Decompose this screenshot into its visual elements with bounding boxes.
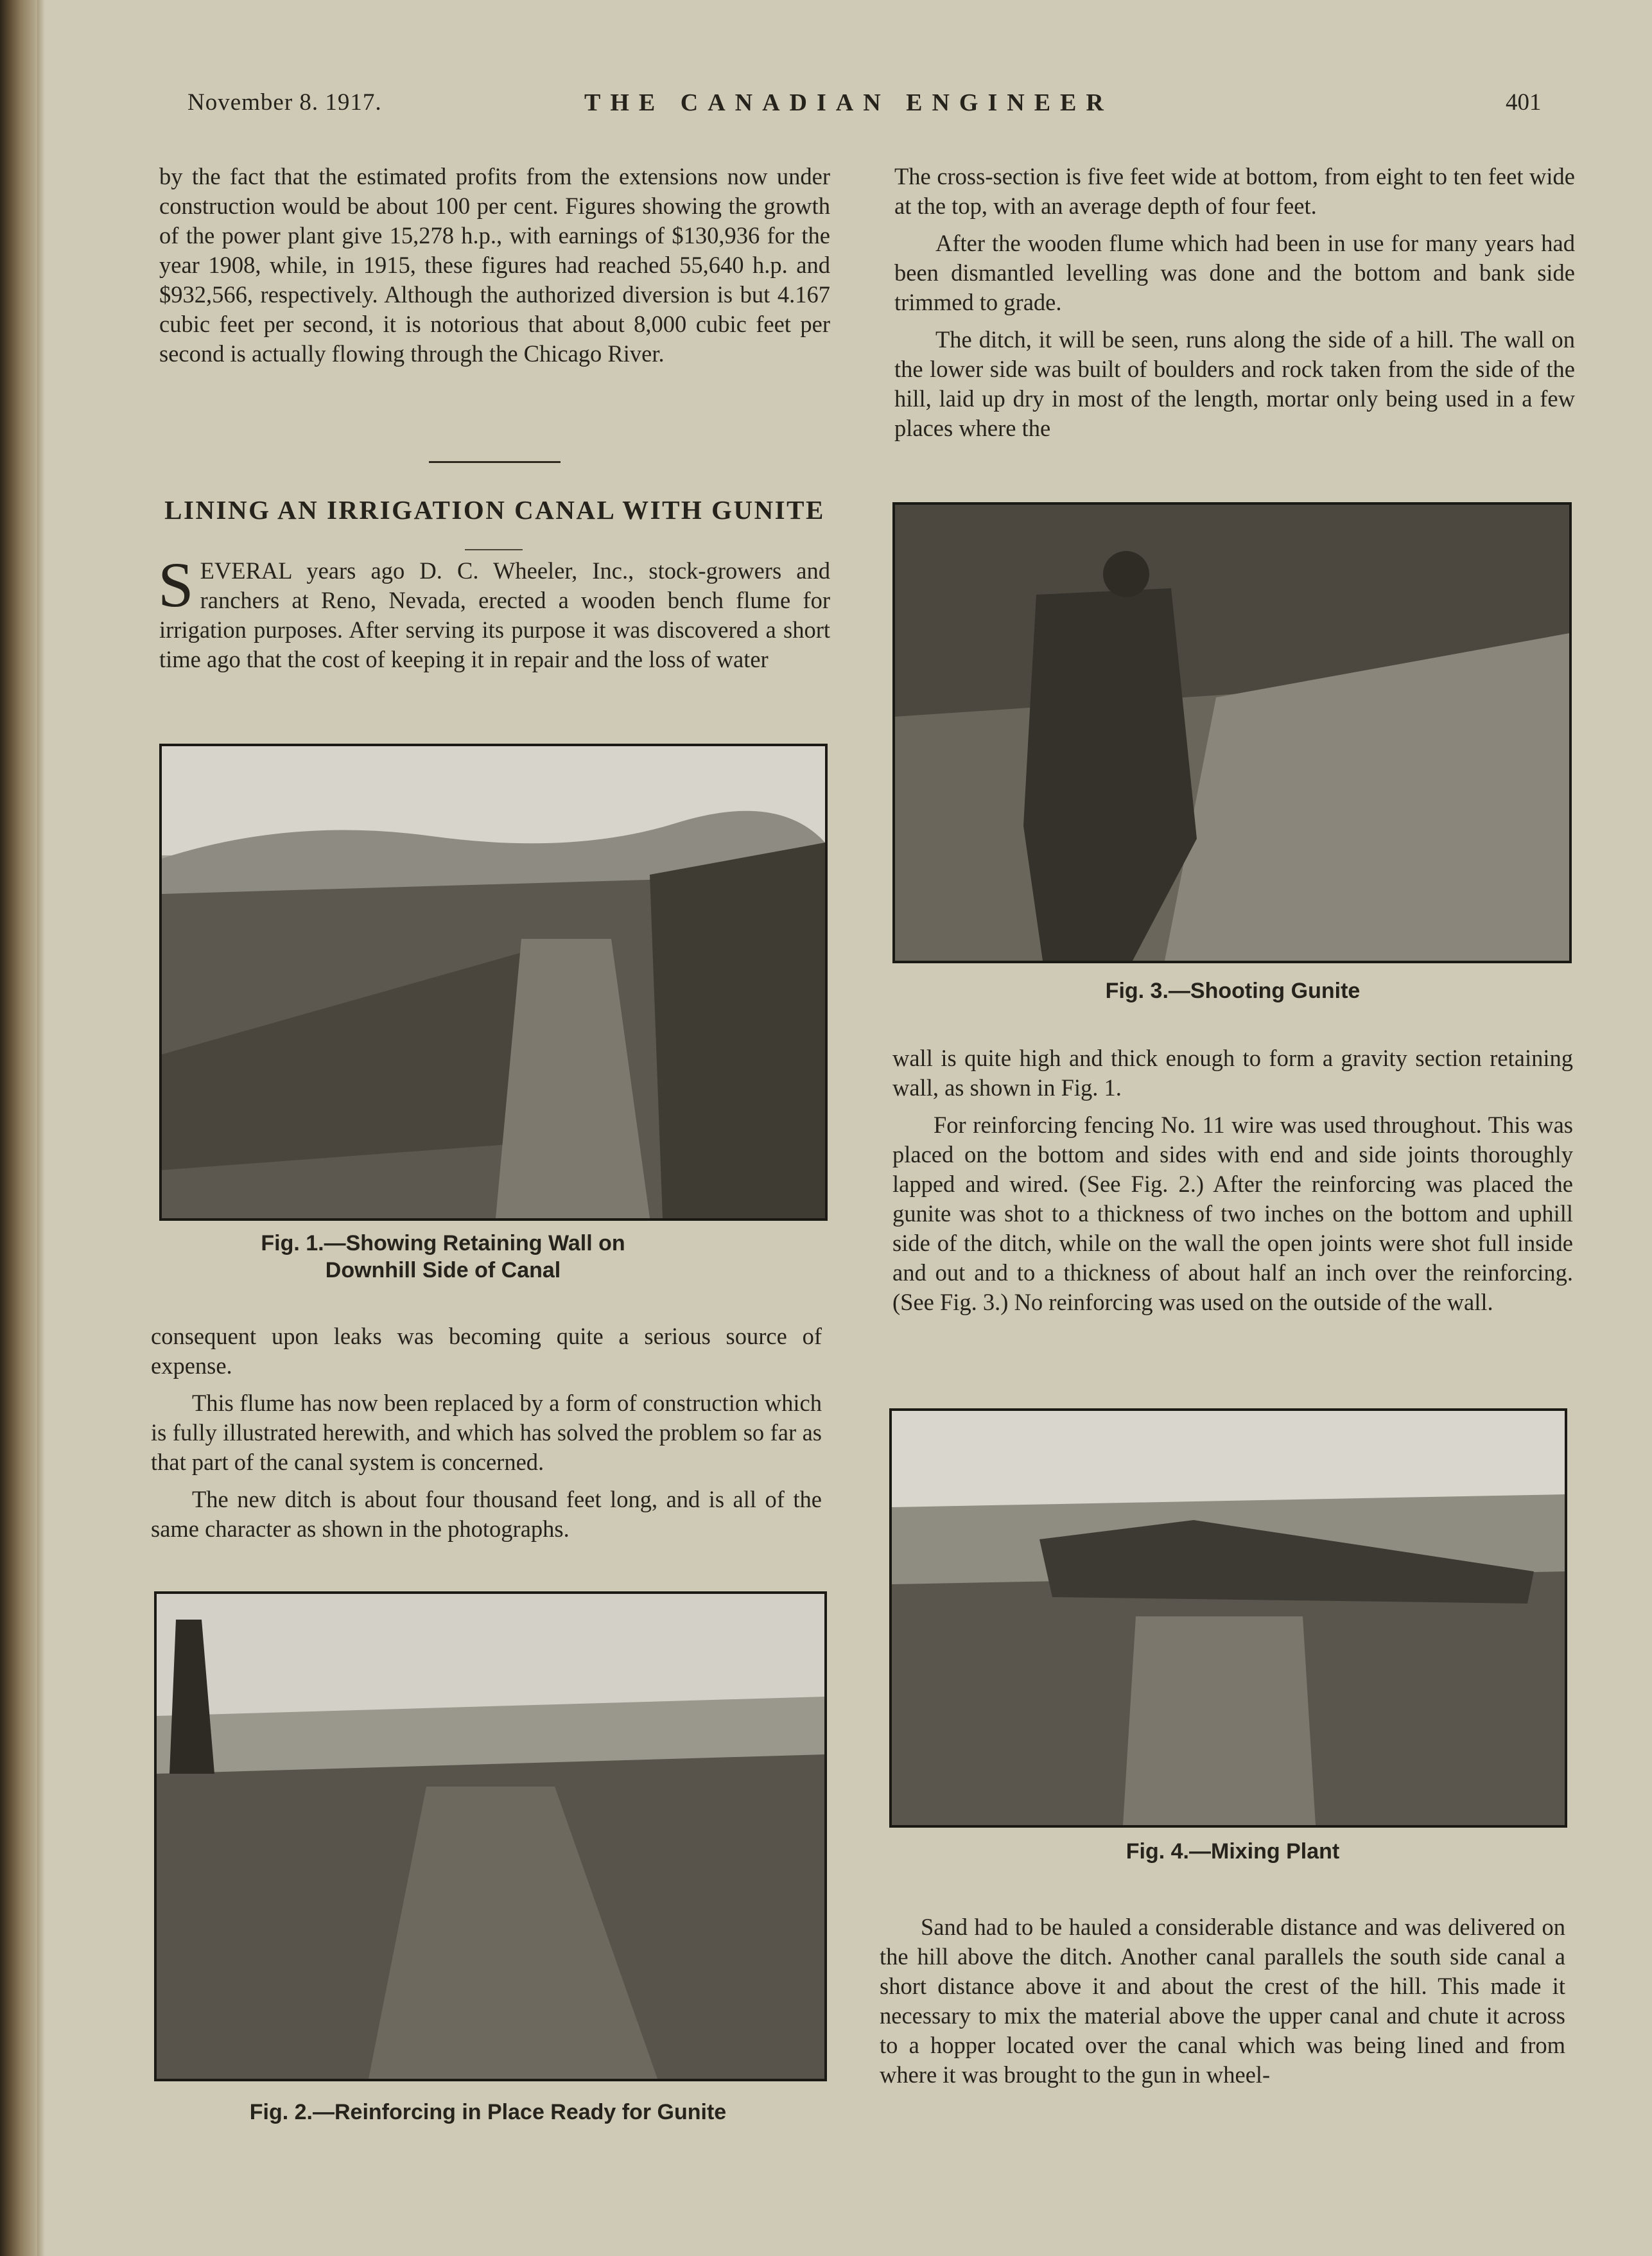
article-heading: LINING AN IRRIGATION CANAL WITH GUNITE — [164, 495, 825, 525]
book-binding-shadow — [0, 0, 37, 2256]
page-edge — [37, 0, 45, 2256]
fig4-caption: Fig. 4.—Mixing Plant — [1126, 1839, 1340, 1864]
right-bottom-text — [880, 1912, 1565, 2090]
continued-paragraph: by the fact that the estimated profits from the extensions now under construction would be about 100 per cent. Figures showing the growth of the power plant give 15,278 h.p., with earnings of $130,936 for the year 1908, while, in 1915, these figures had reached 55,640 h.p. and $932,566, respectively. Although the authorized diversion is but 4.167 cubic feet per second, it is notorious that about 8,000 cubic feet per second is actually flowing through the Chicago River. — [159, 163, 830, 367]
para-serious-expense: consequent upon leaks was becoming quite a serious source of expense. — [151, 1323, 822, 1379]
intro-text: EVERAL years ago D. C. Wheeler, Inc., stock-growers and ranchers at Reno, Nevada, erected a wooden bench flume for irrigation purposes. After serving its purpose it was discovered a short time ago that the cost of keeping it in repair and the loss of water — [159, 557, 830, 672]
right-top-text — [894, 162, 1575, 443]
para-new-ditch: The new ditch is about four thousand feet long, and is all of the same character as shown in the photographs. — [151, 1486, 822, 1542]
page-number: 401 — [1506, 89, 1542, 116]
right-middle-text — [892, 1044, 1573, 1317]
journal-title: THE CANADIAN ENGINEER — [584, 89, 1113, 116]
para-sand: Sand had to be hauled a considerable distance and was delivered on the hill above the ditch. Another canal parallels the south side canal a short distance above it and about the crest of the hill. This made it necessary to mix the material above the upper canal and chute it across to a hopper located over the canal which was being lined and from where it was brought to the gun in wheel- — [880, 1914, 1565, 2088]
para-wooden-flume: After the wooden flume which had been in use for many years had been dismantled levelling was done and the bottom and bank side trimmed to grade. — [894, 230, 1575, 315]
fig1-photo — [159, 744, 828, 1221]
para-hill: The ditch, it will be seen, runs along the side of a hill. The wall on the lower side was built of boulders and rock taken from the side of the hill, laid up dry in most of the length, mortar only being used in a few places where the — [894, 326, 1575, 441]
fig4-photo — [889, 1408, 1567, 1828]
fig3-caption: Fig. 3.—Shooting Gunite — [1105, 979, 1361, 1003]
para-reinforcing: For reinforcing fencing No. 11 wire was used throughout. This was placed on the bottom and sides with end and side joints thoroughly lapped and wired. (See Fig. 2.) After the reinforcing was placed the gunite was shot to a thickness of two inches on the bottom and uphill side of the ditch, while on the wall the open joints were shot full inside and out and to a thickness of about half an inch over the reinforcing. (See Fig. 3.) No reinforcing was used on the outside of the wall. — [892, 1112, 1573, 1315]
para-flume-replaced: This flume has now been replaced by a form of construction which is fully illustrated herewith, and which has solved the problem so far as that part of the canal system is concerned. — [151, 1390, 822, 1475]
fig2-photo — [154, 1591, 827, 2081]
intro-paragraph — [158, 549, 830, 674]
left-continued-text — [159, 162, 830, 369]
para-wall-high: wall is quite high and thick enough to form a gravity section retaining wall, as shown in Fig. 1. — [892, 1045, 1573, 1101]
article-intro — [158, 549, 830, 674]
fig1-caption: Fig. 1.—Showing Retaining Wall on Downhill Side of Canal — [261, 1231, 625, 1282]
para-cross-section: The cross-section is five feet wide at bottom, from eight to ten feet wide at the top, with an average depth of four feet. — [894, 163, 1575, 219]
heading-underline — [465, 549, 523, 550]
fig2-caption: Fig. 2.—Reinforcing in Place Ready for Gunite — [249, 2100, 727, 2124]
fig3-photo — [892, 502, 1572, 963]
header-date: November 8. 1917. — [187, 89, 382, 116]
dropcap-letter: S — [158, 549, 194, 620]
left-body-text — [151, 1322, 822, 1544]
section-divider — [429, 461, 561, 463]
